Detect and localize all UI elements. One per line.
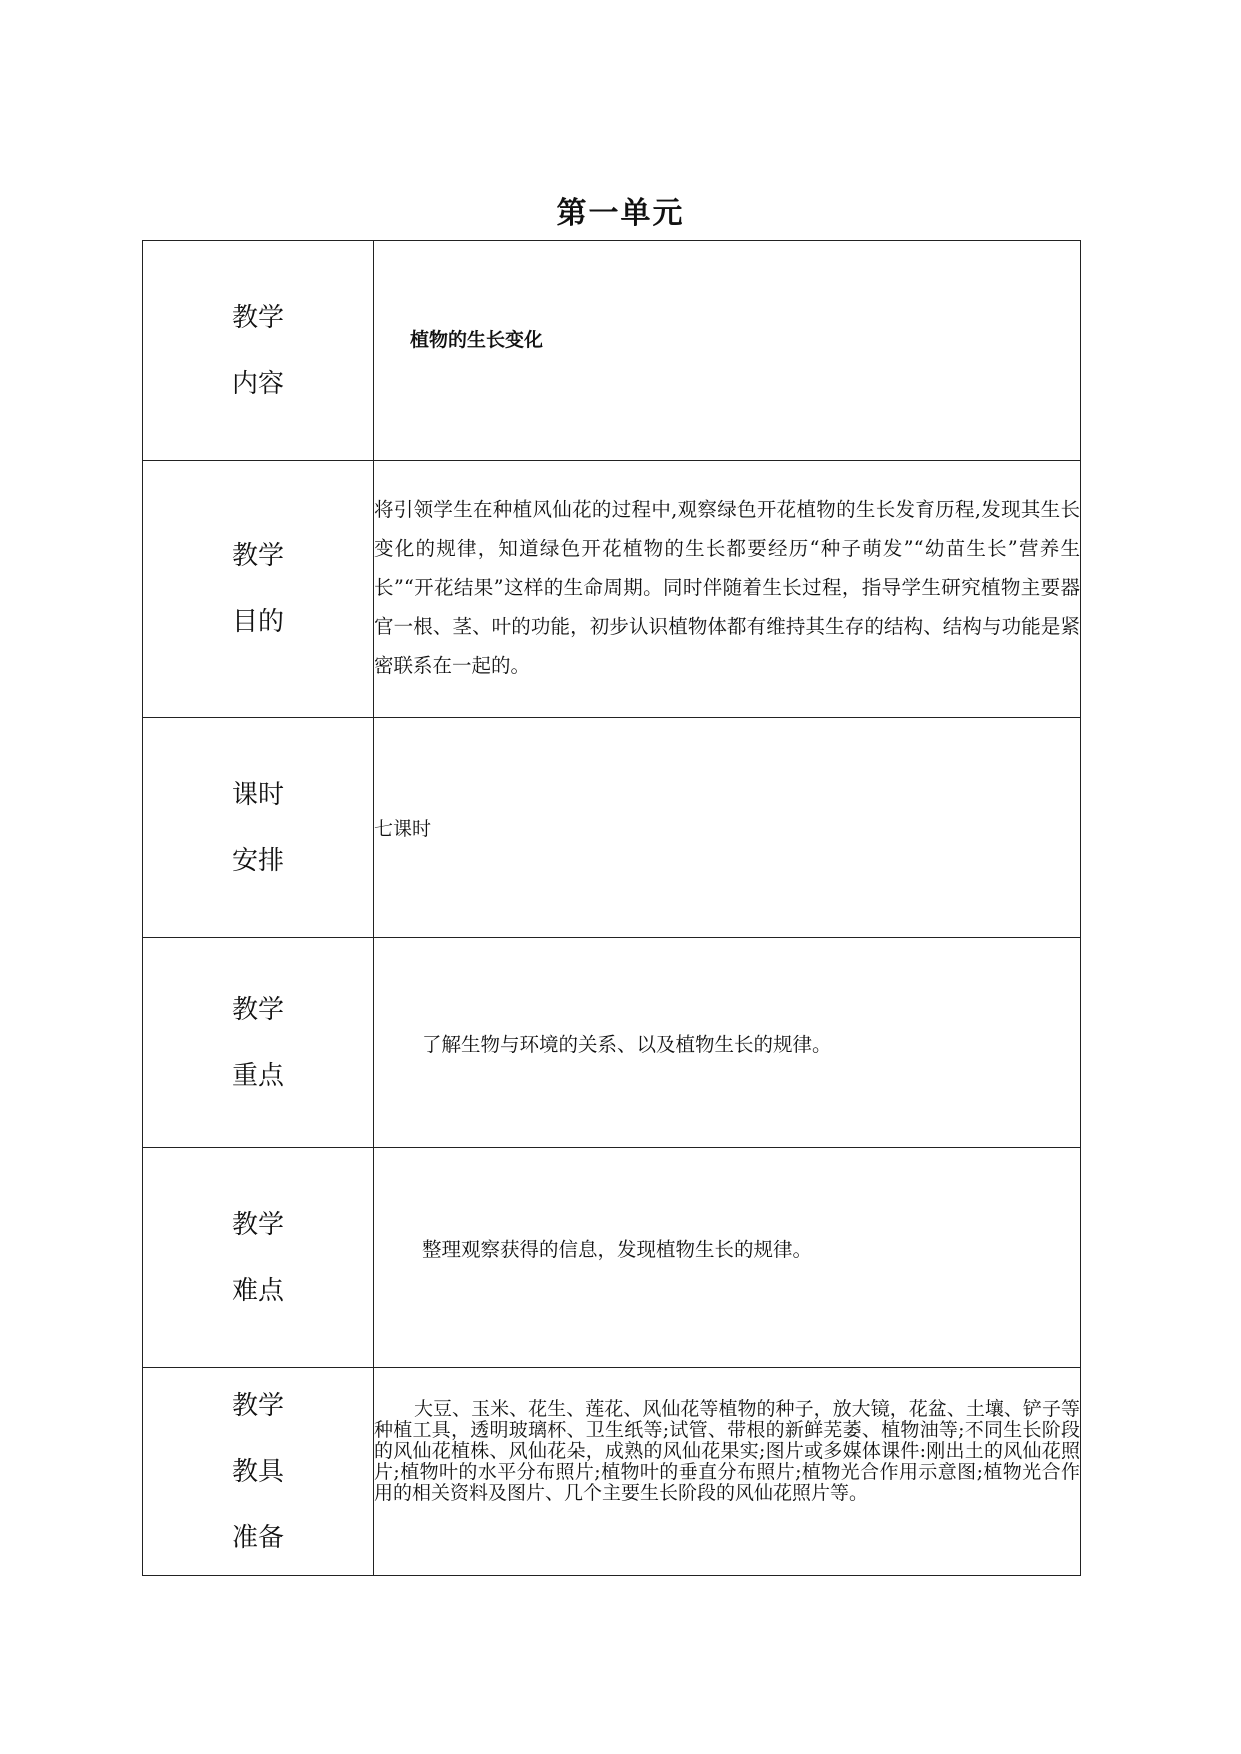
row-value-schedule (374, 718, 1081, 938)
materials-text: 大豆、玉米、花生、莲花、风仙花等植物的种子，放大镜，花盆、土壤、铲子等种植工具，透明玻璃杯、卫生纸等;试管、带根的新鲜芜萎、植物油等;不同生长阶段的风仙花植株、风仙花朵，成熟的风仙花果实;图片或多媒体课件:刚出土的风仙花照片;植物叶的水平分布照片;植物叶的垂直分布照片;植物光合作用示意图;植物光合作用的相关资料及图片、几个主要生长阶段的风仙花照片等。 (374, 1398, 1080, 1504)
row-label-content (143, 241, 374, 461)
label-line: 安排 (231, 845, 284, 876)
teaching-goal-text: 将引领学生在种植风仙花的过程中,观察绿色开花植物的生长发育历程,发现其生长变化的规律，知道绿色开花植物的生长都要经历“种子萌发”“幼苗生长”营养生长”“开花结果”这样的生命周期。同时伴随着生长过程，指导学生研究植物主要器官一根、茎、叶的功能，初步认识植物体都有维持其生存的结构、结构与功能是紧密联系在一起的。 (374, 497, 1080, 677)
document-title: 第一单元 (556, 196, 685, 231)
table-row-key-points (143, 938, 1081, 1148)
row-value-key-points (374, 938, 1081, 1148)
table-row-content (143, 241, 1081, 461)
schedule-text: 七课时 (374, 818, 432, 840)
label-line: 教学 (231, 1390, 284, 1421)
table-row-materials (143, 1368, 1081, 1576)
label-line: 教具 (231, 1456, 284, 1487)
difficulties-text: 整理观察获得的信息，发现植物生长的规律。 (422, 1237, 813, 1261)
label-line: 难点 (231, 1275, 284, 1306)
row-label-materials (143, 1368, 374, 1576)
label-line: 教学 (231, 994, 284, 1025)
label-line: 教学 (231, 541, 284, 571)
label-line: 目的 (231, 607, 284, 637)
row-label-key-points (143, 938, 374, 1148)
row-value-content (374, 241, 1081, 461)
table-row-schedule (143, 718, 1081, 938)
label-line: 教学 (231, 1209, 284, 1240)
unit-topic: 植物的生长变化 (410, 329, 544, 351)
lesson-plan-table (142, 240, 1081, 1576)
label-line: 重点 (231, 1060, 284, 1091)
label-line: 教学 (231, 302, 284, 333)
row-value-goal (374, 461, 1081, 718)
table-row-goal (143, 461, 1081, 718)
table-row-difficulties (143, 1148, 1081, 1368)
label-line: 课时 (231, 779, 284, 810)
row-label-schedule (143, 718, 374, 938)
row-value-difficulties (374, 1148, 1081, 1368)
row-value-materials (374, 1368, 1081, 1576)
row-label-goal (143, 461, 374, 718)
key-points-text: 了解生物与环境的关系、以及植物生长的规律。 (422, 1032, 832, 1056)
row-label-difficulties (143, 1148, 374, 1368)
label-line: 准备 (231, 1522, 284, 1553)
label-line: 内容 (231, 368, 284, 399)
